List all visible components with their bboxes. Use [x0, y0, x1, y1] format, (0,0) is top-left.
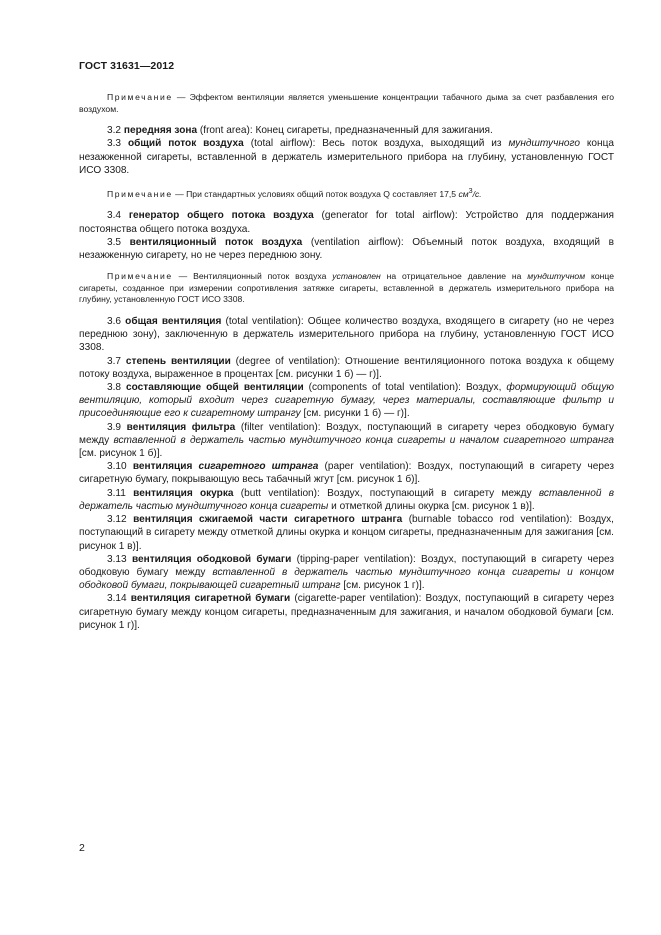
clause-3-13: 3.13 вентиляция ободковой бумаги (tipping-paper ventilation): Воздух, поступающий в сигарету через ободковую бумагу между вставленной в держатель частью мундштучного конца сигареты и концом ободковой бумаги, покрывающей сигаретный штранг [см. рисунок 1 г)]. — [79, 553, 614, 592]
clause-3-4: 3.4 генератор общего потока воздуха (generator for total airflow): Устройство для поддержания постоянства общего потока воздуха. — [79, 210, 614, 235]
term: передняя зона — [123, 125, 198, 137]
clause-3-10: 3.10 вентиляция сигаретного штранга (paper ventilation): Воздух, поступающий в сигарету через сигаретную бумагу, покрывающую весь табачный жгут [см. рисунок 1 б)]. — [79, 461, 615, 486]
note-label: Примечание — [107, 92, 173, 102]
clause-3-14: 3.14 вентиляция сигаретной бумаги (cigarette-paper ventilation): Воздух, поступающий в сигарету через сигаретную бумагу между концом сигареты, предназначенным для зажигания, и началом ободковой бумаги [см. рисунок 1 г)]. — [79, 593, 614, 631]
term: генератор общего потока воздуха — [128, 210, 314, 222]
clause-3-6: 3.6 общая вентиляция (total ventilation): Общее количество воздуха, входящего в сигарету (но не через переднюю зону), заключенную в держатель измерительного прибора на глубину, установленную ГОСТ ИСО 3308. — [79, 316, 614, 354]
note-3: Примечание — Вентиляционный поток воздуха установлен на отрицательное давление на мундштучном конце сигареты, созданное при измерении сопротивления затяжке сигареты, вставленной в держатель измерительного прибора на глубину, установленную ГОСТ ИСО 3308. — [79, 271, 614, 305]
clause-3-5: 3.5 вентиляционный поток воздуха (ventilation airflow): Объемный поток воздуха, входящий в незажженную сигарету, но не через переднюю зону. — [79, 236, 614, 262]
clause-3-3: 3.3 общий поток воздуха (total airflow): Весь поток воздуха, выходящий из мундштучного конца незажженной сигареты, вставленной в держатель измерительного прибора на глубину, установленную ГОСТ ИСО 3308. — [79, 138, 615, 176]
term: вентиляция сжигаемой части сигаретного штранга — [133, 514, 403, 526]
term: вентиляция сигаретной бумаги — [130, 593, 291, 605]
term: вентиляция окурка — [133, 487, 234, 499]
clause-3-9: 3.9 вентиляция фильтра (filter ventilation): Воздух, поступающий в сигарету через ободковую бумагу между вставленной в держатель частью мундштучного конца сигареты и началом сигаретного штранга [см. рисунок 1 б)]. — [79, 421, 615, 460]
term: общий поток воздуха — [127, 138, 244, 150]
note-label: Примечание — [107, 188, 173, 199]
term: вентиляция ободковой бумаги — [131, 553, 292, 565]
term: вентиляция фильтра — [126, 421, 236, 433]
term: составляющие общей вентиляции — [126, 382, 304, 394]
clause-3-7: 3.7 степень вентиляции (degree of ventilation): Отношение вентиляционного потока воздуха к общему потоку воздуха, выраженное в процентах [см. рисунки 1 б) — г)]. — [79, 355, 614, 380]
clause-3-2: 3.2 передняя зона (front area): Конец сигареты, предназначенный для зажигания. — [107, 125, 493, 137]
note-2: Примечание — При стандартных условиях общий поток воздуха Q составляет 17,5 $см^3/с$. — [107, 187, 482, 199]
term: вентиляционный поток воздуха — [129, 236, 303, 248]
clause-3-8: 3.8 составляющие общей вентиляции (components of total ventilation): Воздух, формирующий общую вентиляцию, который входит через сигаретную бумагу, через материалы, составляющие фильтр и присоединяющие его к сигаретному штрангу [см. рисунки 1 б) — г)]. — [79, 382, 614, 420]
note-1: Примечание — Эффектом вентиляции является уменьшение концентрации табачного дыма за счет разбавления его воздухом. — [79, 92, 615, 114]
term: вентиляция сигаретного штранга — [132, 461, 319, 473]
clause-3-11: 3.11 вентиляция окурка (butt ventilation): Воздух, поступающий в сигарету между вставленной в держатель частью мундштучного конца сигареты и отметкой длины окурка [см. рисунок 1 в)]. — [79, 487, 614, 512]
document-body — [79, 92, 614, 632]
note-label: Примечание — [107, 271, 173, 282]
page-number: 2 — [79, 842, 85, 854]
page-header-doc-id: ГОСТ 31631—2012 — [79, 60, 175, 72]
term: общая вентиляция — [125, 316, 222, 328]
term: степень вентиляции — [125, 355, 231, 367]
clause-3-12: 3.12 вентиляция сжигаемой части сигаретного штранга (burnable tobacco rod ventilation): Воздух, поступающий в сигарету между отметкой длины окурка и концом сигареты, предназначенным для зажигания [см. рисунок 1 в)]. — [79, 514, 614, 552]
